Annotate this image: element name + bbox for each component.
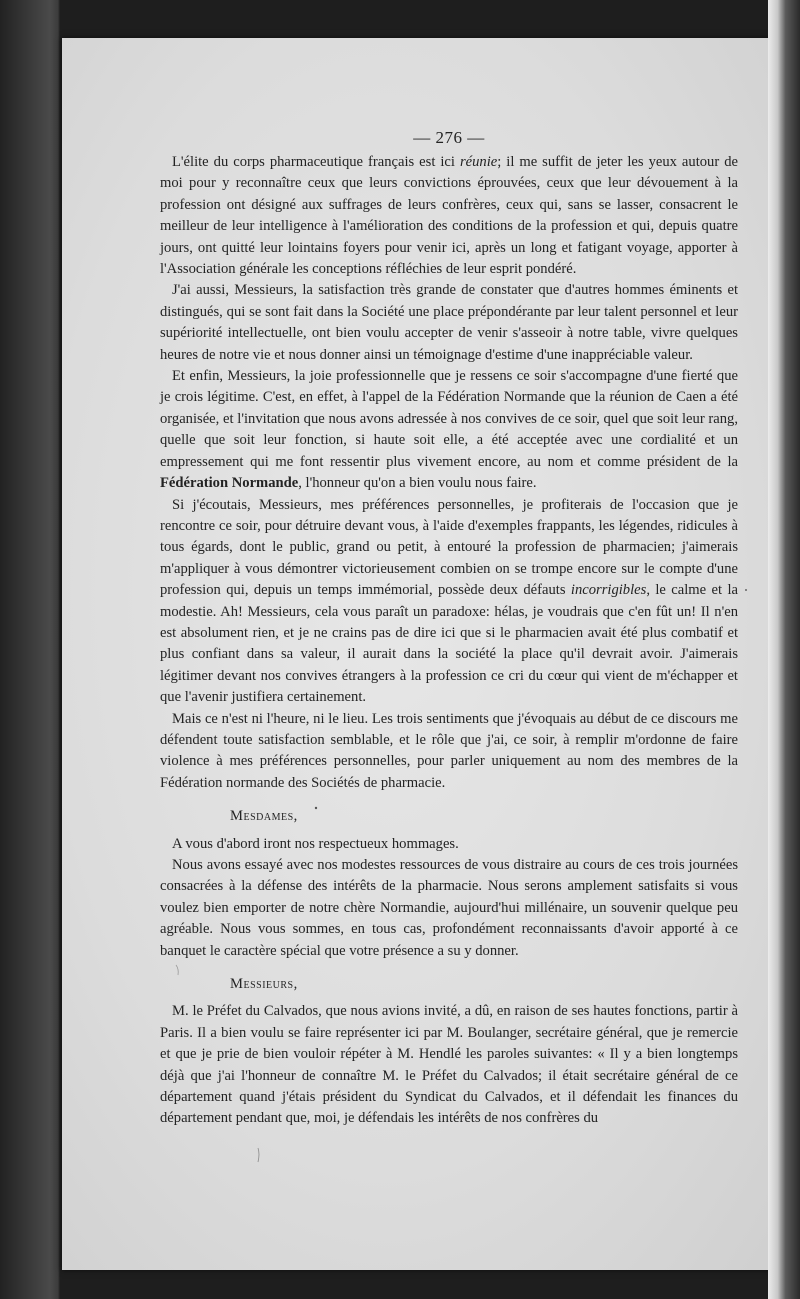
ink-speck (315, 807, 317, 809)
paragraph-5: Mais ce n'est ni l'heure, ni le lieu. Les trois sentiments que j'évoquais au début de ce discours me défendent toute satisfaction semblable, et le rôle que j'ai, ce soir, à remplir m'ordonne de faire violence à mes préférences personnelles, pour parler uniquement au nom des membres de la Fédération normande des Sociétés de pharmacie. (160, 710, 738, 791)
paragraph-4-emphasis: incorrigibles (570, 582, 647, 599)
paragraph-1-text-a: L'élite du corps pharmaceutique français est ici (172, 154, 460, 170)
page-number: — 276 — (413, 128, 485, 147)
paragraph-6: A vous d'abord iront nos respectueux hommages. (172, 835, 459, 852)
paragraph-1-emphasis: réunie (459, 154, 498, 170)
salutation-messieurs: Messieurs, (230, 976, 298, 993)
paragraph-4-text-b: , le calme et la modestie. Ah! Messieurs, cela vous paraît un paradoxe: hélas, je voudrais que c'en fût un! Il n'en est absolument rien, et je ne crains pas de dire ici que si le pharmacien avait été plus combatif et plus confiant dans sa valeur, il aurait dans la société la place qu'il devrait avoir. J'aimerais légitimer devant nos convives étrangers à la profession ce cri du cœur qui vient de m'échapper et que l'avenir justifiera certainement. (160, 582, 738, 706)
paragraph-8: M. le Préfet du Calvados, que nous avions invité, a dû, en raison de ses hautes fonctions, partir à Paris. Il a bien voulu se faire représenter ici par M. Boulanger, secrétaire général, que je remercie et que je prie de bien vouloir répéter à M. Hendlé les paroles suivantes: « Il y a bien longtemps déjà que j'ai l'honneur de connaître M. le Préfet du Calvados; il était secrétaire général de ce département quand j'étais président du Syndicat du Calvados, et il défendait les finances du département pendant que, moi, je défendais les intérêts de nos confrères du (160, 1003, 738, 1127)
paragraph-3-strong: Fédération Normande (160, 475, 299, 492)
salutation-mesdames: Mesdames, (230, 808, 298, 825)
paragraph-1-text-b: ; il me suffit de jeter les yeux autour de moi pour y reconnaître ceux que leurs convictions éprouvées, ceux que leur dévouement à la profession ont désigné aux suffrages de leurs confrères, ceux qui, sans se lasser, consacrent le meilleur de leur intelligence à l'amélioration des conditions de la profession et qui, depuis quatre jours, ont quitté leur lointains foyers pour venir ici, après un long et fatigant voyage, apporter à l'Association générale les conceptions réfléchies de leur esprit pondéré. (160, 154, 738, 278)
paragraph-2: J'ai aussi, Messieurs, la satisfaction très grande de constater que d'autres hommes éminents et distingués, qui se sont fait dans la Société une place prépondérante par leur talent personnel et leur supériorité intellectuelle, ont bien voulu accepter de venir s'asseoir à notre table, vivre quelques heures de notre vie et nous donner ainsi un témoignage d'estime d'une inappréciable valeur. (160, 282, 738, 363)
paragraph-3-text-a: Et enfin, Messieurs, la joie professionnelle que je ressens ce soir s'accompagne d'une fierté que je crois légitime. C'est, en effet, à l'appel de la Fédération Normande que la réunion de Caen a été organisée, et l'invitation que nous avons adressée à nos convives de ce soir, quel que soit leur rang, quelle que soit leur fonction, si haute soit elle, a été acceptée avec une cordialité et un empressement qui me font ressentir plus vivement encore, au nom et comme président de la (160, 368, 738, 470)
paragraph-7: Nous avons essayé avec nos modestes ressources de vous distraire au cours de ces trois journées consacrées à la défense des intérêts de la pharmacie. Nous serons amplement satisfaits si vous voulez bien emporter de notre chère Normandie, aujourd'hui millénaire, un souvenir quelque peu agréable. Nous vous sommes, en tous cas, profondément reconnaissants d'avoir apporté à ce banquet le caractère spécial que votre présence a su y donner. (160, 857, 738, 959)
paragraph-3-text-b: , l'honneur qu'on a bien voulu nous faire. (298, 475, 537, 492)
pencil-mark (176, 965, 178, 975)
pencil-mark (258, 1148, 259, 1162)
ink-speck (745, 589, 747, 591)
paragraph-4-text-a: Si j'écoutais, Messieurs, mes préférences personnelles, je profiterais de l'occasion que je rencontre ce soir, pour détruire devant vous, à l'aide d'exemples frappants, les légendes, ridicules à tous égards, dont le public, grand ou petit, à entouré la profession de pharmacien; j'aimerais m'appliquer à vous démontrer victorieusement combien on se trompe encore sur le compte d'une profession qui, depuis un temps immémorial, possède deux défauts (160, 496, 738, 599)
